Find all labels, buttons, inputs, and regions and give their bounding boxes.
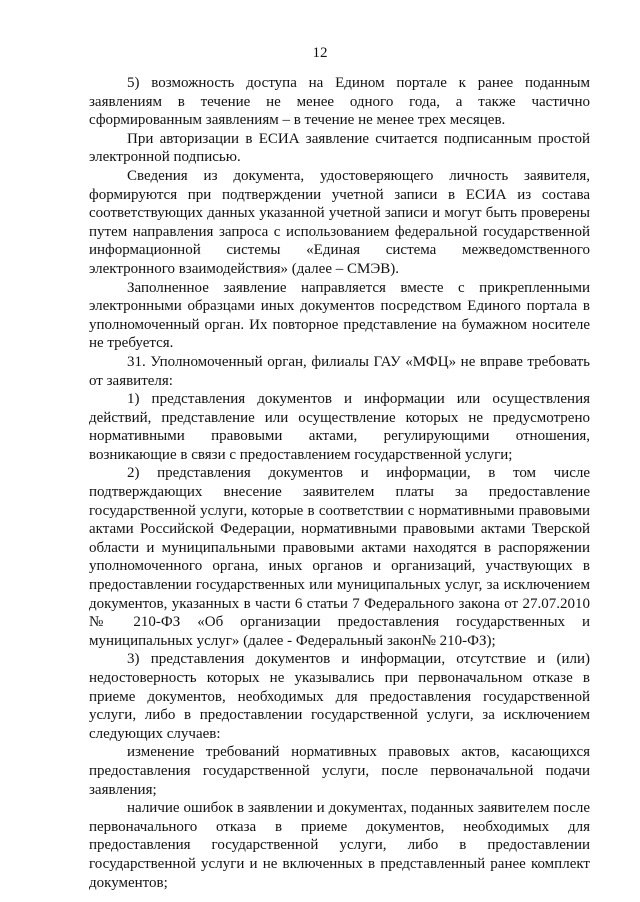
document-body <box>89 74 590 892</box>
paragraph-item-1: 1) представления документов и информации или осуществления действий, представление или осуществление которых не предусмотрено нормативными правовыми актами, регулирующими отношения, возникающие в связи с предоставлением государственной услуги; <box>89 391 590 463</box>
paragraph-case-requirements-change: изменение требований нормативных правовых актов, касающихся предоставления государственной услуги, после первоначальной подачи заявления; <box>89 744 590 798</box>
paragraph-item-2: 2) представления документов и информации, в том числе подтверждающих внесение заявителем платы за предоставление государственной услуги, которые в соответствии с нормативными правовыми актами Российской Федерации, нормативными правовыми актами Тверской области и муниципальными правовыми актами находятся в распоряжении уполномоченного органа, иных органов и организаций, участвующих в предоставлении государственных или муниципальных услуг, за исключением документов, указанных в части 6 статьи 7 Федерального закона от 27.07.2010 № 210-ФЗ «Об организации предоставления государственных и муниципальных услуг» (далее - Федеральный закон№ 210-ФЗ); <box>89 465 590 649</box>
paragraph-portal-access: 5) возможность доступа на Едином портале к ранее поданным заявлениям в течение не менее одного года, а также частично сформированным заявлениям – в течение не менее трех месяцев. <box>89 75 590 129</box>
paragraph-identity-data: Сведения из документа, удостоверяющего личность заявителя, формируются при подтверждении учетной записи в ЕСИА из состава соответствующих данных указанной учетной записи и могут быть проверены путем направления запроса с использованием федеральной государственной информационной системы «Единая система межведомственного электронного взаимодействия» (далее – СМЭВ). <box>89 167 590 277</box>
paragraph-application-submission: Заполненное заявление направляется вместе с прикрепленными электронными образцами иных документов посредством Единого портала в уполномоченный орган. Их повторное представление на бумажном носителе не требуется. <box>89 279 590 352</box>
paragraph-esia-signature: При авторизации в ЕСИА заявление считается подписанным простой электронной подписью. <box>89 130 590 166</box>
paragraph-clause-31: 31. Уполномоченный орган, филиалы ГАУ «МФЦ» не вправе требовать от заявителя: <box>89 353 590 389</box>
page-number: 12 <box>312 45 328 61</box>
paragraph-case-errors: наличие ошибок в заявлении и документах, поданных заявителем после первоначального отказа в приеме документов, необходимых для предоставления государственной услуги, либо в предоставлении государственной услуги и не включенных в представленный ранее комплект документов; <box>89 800 590 891</box>
paragraph-item-3: 3) представления документов и информации, отсутствие и (или) недостоверность которых не указывались при первоначальном отказе в приеме документов, необходимых для предоставления государственной услуги, либо в предоставлении государственной услуги, за исключением следующих случаев: <box>89 651 590 742</box>
